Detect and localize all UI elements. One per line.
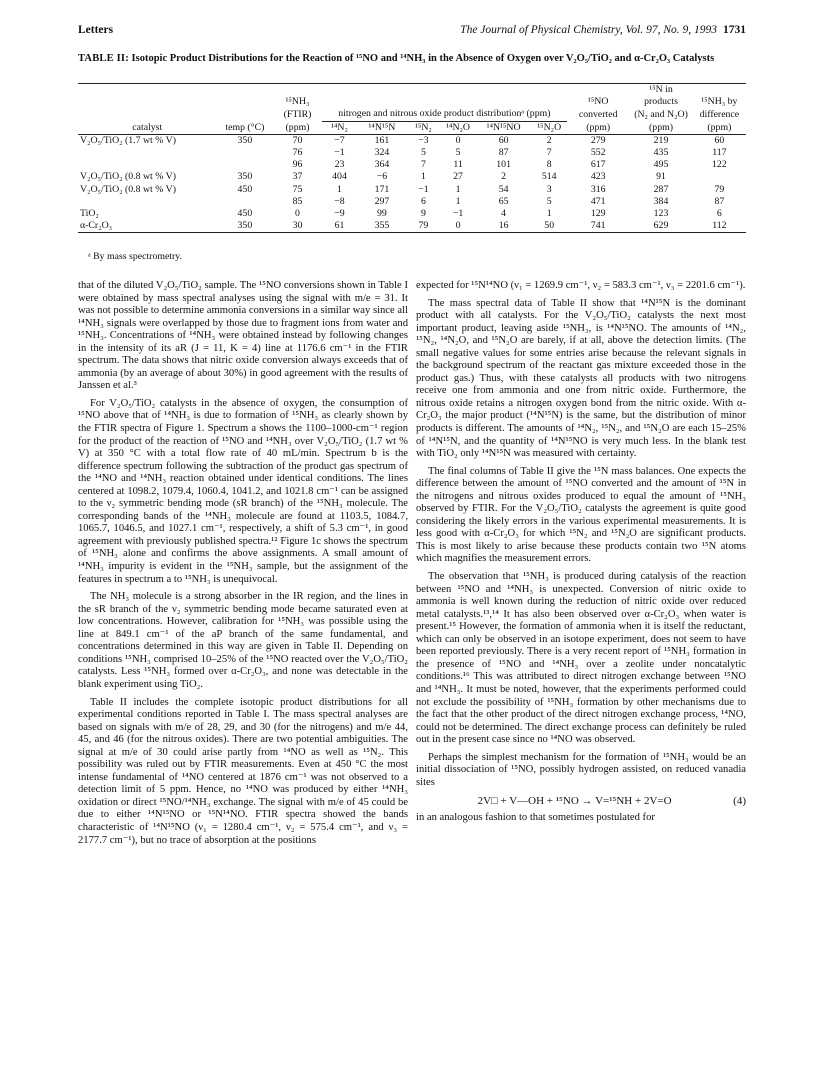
value-cell: 9 [420,208,426,220]
table-body [78,134,746,233]
col-head-prod-c: (N₂ and N₂O) [634,108,688,120]
value-cell: −7 [334,134,345,146]
value-cell: 7 [546,147,552,159]
running-header [78,24,746,40]
value-cell: 87 [714,195,725,207]
catalyst-cell: α-Cr₂O₃ [78,220,217,233]
value-cell: −6 [376,171,388,183]
paragraph: The NH₃ molecule is a strong absorber in the IR region, and the lines in the sR branch of the ν₂ symmetric bending mode became saturated even at low concentrations. However, calibration for ¹⁵NH₃ was possible using the line at 849.1 cm⁻¹ of the aP branch of the same fundamental, and concentrations determined in this way are given in Table II. Depending on conditions ¹⁵NH₃ comprised 10–25% of the ¹⁵NO reacted over the V₂O₅/TiO₂ catalysts. Less ¹⁵NH₃ formed over α-Cr₂O₃, and none was detectable in the blank experiment using TiO₂. [78,591,408,690]
value-cell: 279 [590,134,606,146]
isotopic-product-table [78,83,746,233]
table-row [78,220,746,233]
table-row [78,147,746,159]
value-cell: 37 [292,171,303,183]
value-cell [693,171,746,183]
equation-text: 2V□ + V—OH + ¹⁵NO → V=¹⁵NH + 2V=O [477,795,672,808]
value-cell: 404 [332,171,347,183]
col-head-prod-b: products [644,96,678,108]
value-cell: 27 [453,171,463,183]
value-cell: 171 [374,183,390,195]
value-cell: 76 [292,147,303,159]
right-text-column [416,280,746,824]
value-cell: 1 [337,183,342,195]
paragraph: The mass spectral data of Table II show that ¹⁴N¹⁵N is the dominant product with all catalysts. For the V₂O₅/TiO₂ catalysts the next most important product, leaving aside ¹⁵NH₃, is ¹⁴N¹⁵NO. The amounts of ¹⁴N₂, ¹⁵N₂, ¹⁴N₂O, and ¹⁵N₂O are barely, if at all, above the detection limits. (The small negative values for some entries arise because the relevant signals in the background spectrum of the reactant gas mixture exceeded those in the product gas.) Thus, with these catalysts all products with two nitrogens receive one from ammonia and one from nitric oxide. Furthermore, the nitrous oxide retains a nitrogen oxygen bond from the nitric oxide. With α-Cr₂O₃ the major product (¹⁴N¹⁵N) is the same, but the distribution of minor products is different. The amounts of ¹⁴N₂, ¹⁵N₂, and ¹⁵N₂O are each 15–25% of ¹⁴N¹⁵N, and the quantity of ¹⁴N¹⁵NO is very much less. In the blank test with TiO₂ only ¹⁴N¹⁵N was measured with certainty. [416,297,746,460]
col-head-prod-d: (ppm) [629,121,692,134]
value-cell: 435 [653,147,669,159]
value-cell: 16 [476,220,531,233]
value-cell: 60 [714,134,725,146]
table-row [78,134,746,147]
catalyst-cell [78,159,217,171]
col-head-sub: ¹⁴N₂O [440,121,476,134]
value-cell: 8 [546,159,552,171]
col-head-catalyst: catalyst [78,121,217,134]
col-head-nh3-c: (ppm) [273,121,321,134]
paragraph: The final columns of Table II give the ¹⁵N mass balances. One expects the difference between the amount of ¹⁵NO converted and the amount of ¹⁵N in the nitrogens and nitrous oxides produced to equal the amount of ¹⁵NH₃ observed by FTIR. For the V₂O₅/TiO₂ catalysts the agreement is quite good considering the likely errors in the various experimental measurements. It is less good with α-Cr₂O₃ for which ¹⁵N₂ and ¹⁵N₂O are significant products. This is most likely to arise because these products contain two ¹⁵N atoms which magnifies the measurement errors. [416,465,746,565]
value-cell: 6 [716,208,722,220]
value-cell: 65 [498,195,509,207]
col-head-conv-a: ¹⁵NO [587,96,609,108]
value-cell: 350 [237,171,253,183]
catalyst-cell [78,147,217,159]
paragraph: expected for ¹⁵N¹⁴NO (ν₁ = 1269.9 cm⁻¹, ν₂ = 583.3 cm⁻¹, ν₃ = 2201.6 cm⁻¹). [416,280,746,291]
journal-citation [460,24,746,36]
value-cell: 1 [455,183,461,195]
value-cell: 85 [292,195,303,207]
table-caption-text: Isotopic Product Distributions for the Reaction of ¹⁵NO and ¹⁴NH₃ in the Absence of Oxygen over V₂O₅/TiO₂ and α-Cr₂O₃ Catalysts [131,53,715,64]
col-head-nh3-a: ¹⁵NH₃ [285,96,310,108]
value-cell: 6 [420,195,426,207]
value-cell: 112 [693,220,746,233]
page-number: 1731 [723,24,746,36]
value-cell: 741 [567,220,629,233]
table-row [78,196,746,208]
col-head-sub: ¹⁵N₂ [407,121,441,134]
value-cell: 5 [420,147,426,159]
paragraph: that of the diluted V₂O₅/TiO₂ sample. The ¹⁵NO conversions shown in Table I were obtained by mass spectral analyses using the signal with m/e = 31. It was not possible to determine ammonia conversions in a similar way since all ¹⁴NH₃ signals were overlapped by those due to fragment ions from water and ¹⁵NH₃. Concentrations of ¹⁴NH₃ were obtained instead by following changes in the intensity of its aR (J = 11, K = 4) line at 1176.6 cm⁻¹ in the FTIR spectrum. The data shows that nitric oxide conversion always exceeds that of ammonia (by an average of about 30%) in good agreement with the results of Janssen et al.³ [78,280,408,392]
value-cell: 552 [590,147,606,159]
value-cell: 99 [377,208,387,220]
value-cell: 287 [653,183,669,195]
value-cell: 364 [374,159,390,171]
col-head-prod-a: ¹⁵N in [649,84,673,95]
left-text-column [78,280,408,847]
value-cell: 54 [498,183,509,195]
value-cell: 450 [237,183,253,195]
value-cell [217,159,274,171]
value-cell: 495 [653,159,669,171]
value-cell: 4 [501,208,507,220]
value-cell: 1 [546,208,552,220]
value-cell: 70 [292,134,303,146]
catalyst-cell [78,196,217,208]
value-cell: 122 [712,159,727,171]
catalyst-cell: V₂O₅/TiO₂ (0.8 wt % V) [80,171,176,183]
col-head-conv-c: (ppm) [567,121,629,134]
col-head-conv-b: converted [578,108,618,120]
value-cell: 30 [273,220,321,233]
value-cell: 471 [590,195,606,207]
equation-number: (4) [733,795,746,808]
value-cell: 384 [653,195,669,207]
value-cell [217,147,274,159]
paragraph: Table II includes the complete isotopic product distributions for all experimental conditions reported in Table I. The mass spectral analyses are based on signals with m/e of 28, 29, and 30 (for the nitrogens) and m/e 44, 45, and 46 (for the nitrous oxides). There are two potential ambiguities. The signal at m/e of 30 could arise partly from ¹⁴NO as well as ¹⁵N₂. This possibility was ruled out by FTIR measurements. Even at 450 °C the most intense fundamental of ¹⁴NO centered at 1876 cm⁻¹ was not observed to a detection limit of 5 ppm. Hence, no ¹⁴NO was produced by either ¹⁴NH₃ oxidation or direct ¹⁵NO/¹⁴NH₃ exchange. The signal with m/e of 45 could be due to either ¹⁴N¹⁵NO or ¹⁵N¹⁴NO. FTIR spectra showed the bands characteristic of ¹⁴N¹⁵NO (ν₁ = 1280.4 cm⁻¹, ν₂ = 575.4 cm⁻¹, and ν₃ = 2177.7 cm⁻¹), but no trace of absorption at the positions [78,696,408,846]
value-cell: 0 [440,220,476,233]
value-cell: 1 [420,171,426,183]
table-footnote: ᵃ By mass spectrometry. [88,251,183,262]
value-cell: 629 [629,220,692,233]
equation-4 [416,795,746,808]
value-cell: 423 [590,171,606,183]
value-cell: −9 [334,208,345,220]
section-label: Letters [78,24,114,36]
value-cell: 117 [712,147,727,159]
value-cell: 96 [292,159,303,171]
value-cell: 350 [237,134,253,146]
value-cell: −1 [418,183,429,195]
value-cell: 219 [653,134,669,146]
value-cell: −1 [334,147,345,159]
value-cell: 3 [546,183,552,195]
catalyst-cell: TiO₂ [80,208,99,220]
col-head-sub: ¹⁴N¹⁵NO [476,121,531,134]
value-cell: −1 [452,208,464,220]
value-cell: 75 [292,183,303,195]
col-head-sub: ¹⁵N₂O [531,121,567,134]
value-cell: 355 [357,220,406,233]
col-head-temp: temp (°C) [217,121,274,134]
paragraph: For V₂O₅/TiO₂ catalysts in the absence of oxygen, the consumption of ¹⁵NO above that of ¹⁴NH₃ is due to formation of ¹⁵NH₃ as clearly shown by the FTIR spectra of Figure 1. Spectrum a shows the 1100–1000-cm⁻¹ region for the product of the reaction of ¹⁵NO and ¹⁴NH₃ over V₂O₅/TiO₂ (1.7 wt % V) at 350 °C with a total flow rate of 40 mL/min. Spectrum b is the difference spectrum following the subtraction of the product gas spectrum of the ¹⁴NO and ¹⁴NH₃ reaction obtained under identical conditions. The lines centered at 1098.2, 1079.4, 1060.4, 1041.2, and 1021.8 cm⁻¹ can be assigned to the ν₂ symmetric bending mode (sR branch) of the ¹⁵NH₃ molecule. The corresponding bands of the ¹⁴NH₃ molecule are found at 1103.5, 1084.7, 1065.7, 1046.5, and 1027.1 cm⁻¹, respectively, a shift of 5.3 cm⁻¹, in good agreement with previously published spectra.¹² Figure 1c shows the spectrum of ¹⁵NH₃ alone and confirms the above assignments. A small amount of ¹⁴NH₃ impurity is evident in the ¹⁵NH₃ sample, but the assignment of the features in spectrum a to ¹⁵NH₃ is unequivocal. [78,397,408,585]
value-cell: 7 [420,159,426,171]
value-cell: 11 [453,159,463,171]
col-head-diff-b: difference [699,108,740,120]
value-cell: 297 [374,195,390,207]
col-head-sub: ¹⁴N¹⁵N [357,121,406,134]
col-head-sub: ¹⁴N₂ [322,121,358,134]
value-cell: 5 [546,195,552,207]
table-row [78,171,746,183]
value-cell: 350 [217,220,274,233]
value-cell: 5 [455,147,461,159]
value-cell [217,196,274,208]
value-cell: 23 [334,159,345,171]
table-caption [78,52,746,65]
table-row [78,159,746,171]
catalyst-cell: V₂O₅/TiO₂ (1.7 wt % V) [80,134,176,146]
col-head-diff-c: (ppm) [693,121,746,134]
value-cell: 161 [374,134,390,146]
journal-name: The Journal of Physical Chemistry, Vol. 97, No. 9, 1993 [460,24,717,36]
value-cell: 2 [546,134,552,146]
value-cell: −3 [418,134,429,146]
paragraph: in an analogous fashion to that sometimes postulated for [416,811,655,823]
value-cell: 79 [714,183,725,195]
value-cell: 316 [590,183,606,195]
table-label: TABLE II: [78,53,129,64]
value-cell: 129 [590,208,606,220]
table-row [78,208,746,220]
value-cell: 0 [295,208,300,220]
value-cell: −8 [334,195,345,207]
value-cell: 324 [374,147,390,159]
value-cell: 2 [501,171,507,183]
value-cell: 1 [455,195,461,207]
value-cell: 60 [498,134,509,146]
col-head-product-group: nitrogen and nitrous oxide product distributionᵃ (ppm) [322,108,567,121]
value-cell: 123 [653,208,669,220]
table-row [78,184,746,196]
catalyst-cell: V₂O₅/TiO₂ (0.8 wt % V) [80,183,176,195]
value-cell: 450 [237,208,253,220]
value-cell: 617 [590,159,606,171]
paragraph: The observation that ¹⁵NH₃ is produced during catalysis of the reaction between ¹⁵NO and ¹⁴NH₃ is unexpected. Conversion of nitric oxide to ammonia is well known during the reduction of nitric oxide over reduced metal catalysts.¹³,¹⁴ It has also been observed over α-Cr₂O₃ when water is present.¹⁵ However, the formation of ammonia when it is itself the reductant, which can only be observed in an isotope experiment, does not seem to have been reported previously. There is a very recent report of ¹⁵NH₃ formation in the presence of ¹⁵NO and ¹⁴NH₃ over a zeolite under noncatalytic conditions.¹⁶ This was attributed to direct nitrogen exchange between ¹⁵NO and ¹⁴NH₃. It must be noted, however, that the experiments performed could not exclude the possibility of ¹⁵NH₃ formation by other mechanisms due to the fact that the other product of the direct nitrogen exchange process, ¹⁴NO, could not be determined. The direct exchange process can definitely be ruled out in the present case since no ¹⁴NO was observed. [416,571,746,746]
value-cell: 101 [496,159,511,171]
value-cell: 91 [656,171,666,183]
paragraph: Perhaps the simplest mechanism for the formation of ¹⁵NH₃ would be an initial dissociation of ¹⁵NO, possibly hydrogen assisted, on reduced vanadia sites [416,751,746,788]
value-cell: 79 [407,220,441,233]
value-cell: 514 [541,171,557,183]
col-head-nh3-b: (FTIR) [283,108,312,120]
value-cell: 50 [531,220,567,233]
value-cell: 87 [498,147,509,159]
value-cell: 0 [455,134,461,146]
value-cell: 61 [322,220,358,233]
col-head-diff-a: ¹⁵NH₃ by [701,96,738,108]
